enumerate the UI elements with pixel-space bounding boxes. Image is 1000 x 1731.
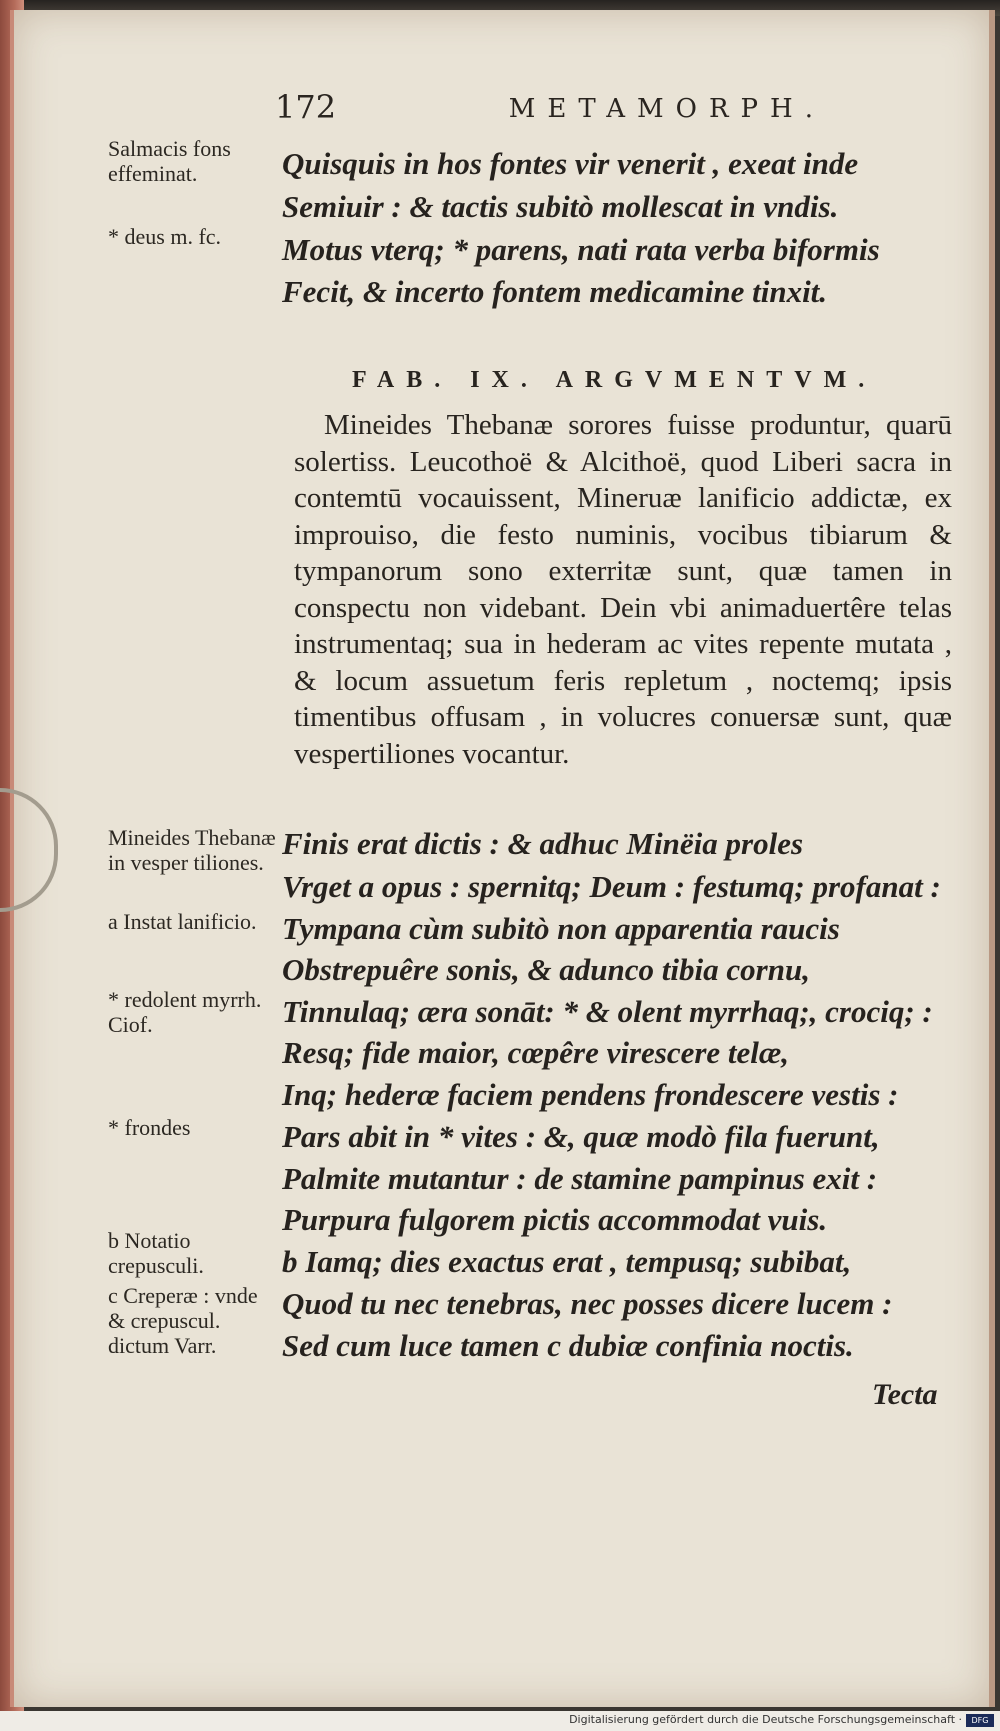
verse-line: Tinnulaq; æra sonāt: * & olent myrrhaq;, crociq; : <box>282 994 933 1029</box>
margin-note: a Instat lanificio. <box>108 909 257 934</box>
margin-note: * frondes <box>108 1115 191 1140</box>
verse-line: Inq; hederæ faciem pendens frondescere vestis : <box>282 1077 899 1112</box>
verse-line: Fecit, & incerto fontem medicamine tinxit. <box>282 274 828 309</box>
dfg-logo: DFG <box>966 1714 994 1727</box>
margin-note: b Notatio crepusculi. <box>108 1228 204 1278</box>
margin-note: Salmacis fons effeminat. <box>108 136 231 186</box>
margin-note: * redolent myrrh. Ciof. <box>108 987 262 1037</box>
verse-line: Obstrepuêre sonis, & adunco tibia cornu, <box>282 952 810 987</box>
verse-line: Tympana cùm subitò non apparentia raucis <box>282 911 840 946</box>
verse-line: Resq; fide maior, cœpêre virescere telæ, <box>282 1035 790 1070</box>
page-tab-ring <box>0 788 58 912</box>
page-number: 172 <box>275 88 337 126</box>
running-head <box>275 88 825 126</box>
verse-line: Motus vterq; * parens, nati rata verba biformis <box>282 232 880 267</box>
argument-paragraph: Mineides Thebanæ sorores fuisse produntur, quarū solertiss. Leucothoë & Alcithoë, quod Liberi sacra in contemtū vocauissent, Mineruæ lanificio addictæ, ex improuiso, die festo numinis, vocibus tibiarum & tympanorum sono exterritæ sunt, quæ tamen in conspectu non videbant. Dein vbi animaduertêre telas instrumentaq; sua in hederam ac vites repente mutata , & locum assuetum feris repletum , noctemq; ipsis timentibus offusam , in volucres conuersæ sunt, quæ vespertiliones vocantur. <box>294 409 952 770</box>
margin-note: * deus m. fc. <box>108 224 222 249</box>
verse-line: Vrget a opus : spernitq; Deum : festumq; profanat : <box>282 869 941 904</box>
verse-line: Pars abit in * vites : &, quæ modò fila fuerunt, <box>282 1119 880 1154</box>
fable-heading: FAB. IX. ARGVMENTVM. <box>352 367 877 393</box>
verse-line: Purpura fulgorem pictis accommodat vuis. <box>282 1202 828 1237</box>
verse-line: Semiuir : & tactis subitò mollescat in vndis. <box>282 189 839 224</box>
digitization-footer <box>0 1711 1000 1731</box>
funding-credit: Digitalisierung gefördert durch die Deutsche Forschungsgemeinschaft · <box>569 1713 962 1726</box>
verse-line: Quisquis in hos fontes vir venerit , exeat inde <box>282 146 859 181</box>
running-title: METAMORPH. <box>508 94 825 124</box>
verse-line: Quod tu nec tenebras, nec posses dicere lucem : <box>282 1286 893 1321</box>
catchword: Tecta <box>872 1378 938 1411</box>
margin-note: Mineides Thebanæ in vesper tiliones. <box>108 825 276 875</box>
verse-line: b Iamq; dies exactus erat , tempusq; subibat, <box>282 1244 852 1279</box>
verse-line: Palmite mutantur : de stamine pampinus exit : <box>282 1161 878 1196</box>
verse-line: Sed cum luce tamen c dubiæ confinia noctis. <box>282 1328 854 1363</box>
verse-line: Finis erat dictis : & adhuc Minëia proles <box>282 826 804 861</box>
margin-note: c Creperæ : vnde & crepuscul. dictum Varr. <box>108 1283 258 1358</box>
